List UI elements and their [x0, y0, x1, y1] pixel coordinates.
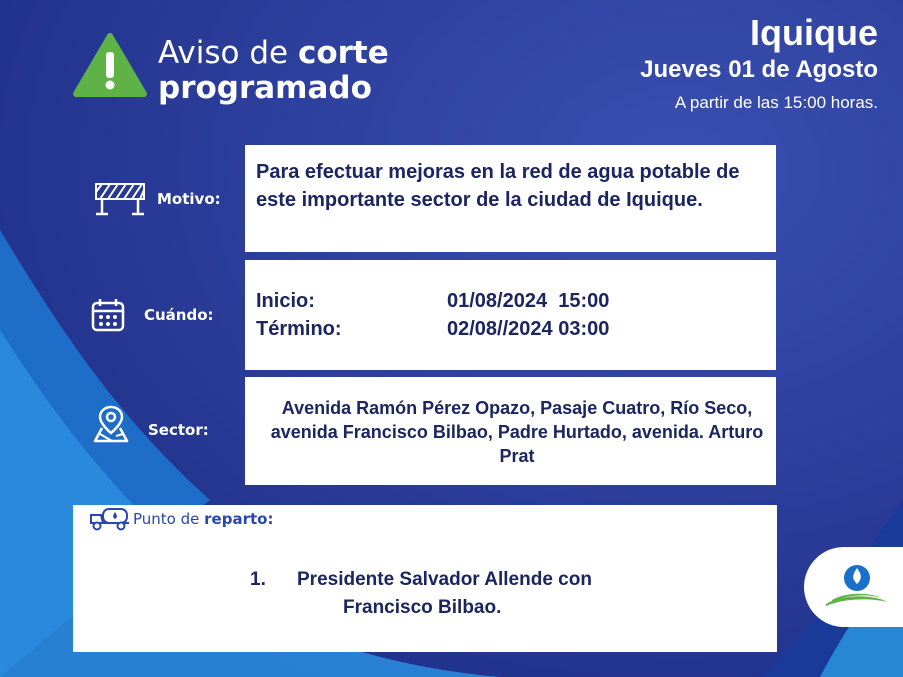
motivo-label: Motivo: [157, 190, 221, 208]
warning-icon [73, 32, 147, 98]
barrier-icon [94, 182, 146, 216]
city-name: Iquique [750, 12, 878, 53]
map-pin-icon [92, 404, 130, 444]
cuando-box [245, 260, 776, 370]
sector-text: Avenida Ramón Pérez Opazo, Pasaje Cuatro, Río Seco, avenida Francisco Bilbao, Padre Hurtado, avenida. Arturo Prat [270, 398, 764, 466]
punto-label-light: Punto de [133, 510, 205, 528]
title-bold-2: programado [158, 70, 372, 106]
list-item-line2: Francisco Bilbao. [343, 597, 502, 618]
calendar-icon [90, 297, 126, 333]
page-title [158, 35, 389, 105]
start-value: 01/08/2024 15:00 [447, 290, 610, 312]
water-truck-icon [89, 505, 131, 531]
start-label: Inicio: [256, 290, 315, 312]
end-value: 02/08//2024 03:00 [447, 318, 610, 340]
title-bold: corte [297, 35, 389, 71]
motivo-text: Para efectuar mejoras en la red de agua potable de este importante sector de la ciudad de Iquique. [256, 161, 740, 211]
time-text: A partir de las 15:00 horas. [674, 93, 878, 112]
logo-icon [822, 560, 892, 612]
punto-label-bold: reparto: [204, 510, 274, 528]
list-item-line1: Presidente Salvador Allende con [297, 569, 592, 590]
title-light: Aviso de [158, 35, 298, 71]
cuando-label: Cuándo: [144, 306, 214, 324]
sector-label: Sector: [148, 421, 209, 439]
date-text: Jueves 01 de Agosto [640, 56, 878, 83]
end-label: Término: [256, 318, 342, 340]
punto-label [133, 510, 273, 528]
list-item-number: 1. [250, 569, 266, 590]
